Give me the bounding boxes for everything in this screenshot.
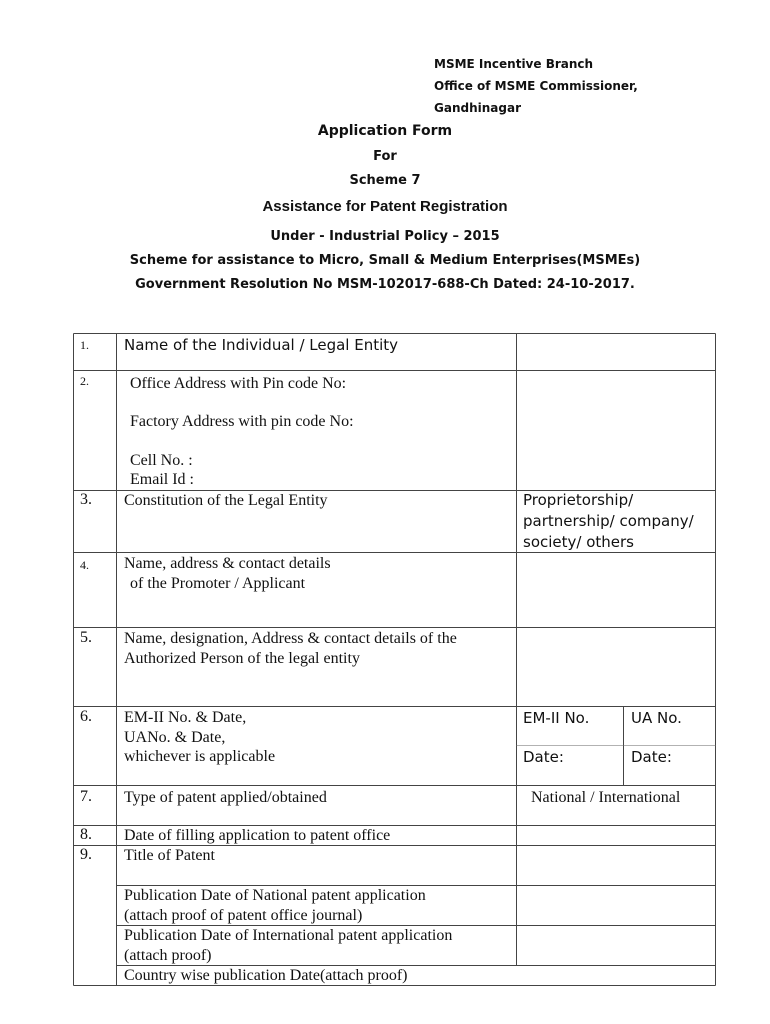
entity-name-field[interactable] [517,334,715,370]
office-line-2: Office of MSME Commissioner, [434,79,638,93]
em-ii-no-label: EM-II No. [523,709,590,727]
filing-date-label: Date of filling application to patent office [124,827,391,844]
factory-address-label: Factory Address with pin code No: [130,413,354,430]
international-publication-date-field[interactable] [517,926,715,965]
applicable-note: whichever is applicable [124,748,276,765]
uan-label: UANo. & Date, [124,729,226,746]
authorized-person-field[interactable] [517,628,715,706]
form-title-for: For [373,149,397,164]
patent-title-field[interactable] [517,846,715,885]
filing-date-field[interactable] [517,826,715,845]
resolution-line: Government Resolution No MSM-102017-688-Ch Dated: 24-10-2017. [135,277,635,292]
national-publication-label-line-1: Publication Date of National patent application [124,887,426,904]
row-3-number: 3. [80,491,92,508]
authorized-person-label-line-2: Authorized Person of the legal entity [124,650,360,667]
patent-type-label: Type of patent applied/obtained [124,789,327,806]
address-contact-field[interactable] [517,371,715,490]
form-title: Application Form [317,123,453,139]
patent-type-options: National / International [531,789,681,806]
patent-title-label: Title of Patent [124,847,215,864]
constitution-option-3: society/ others [523,533,634,551]
promoter-details-field[interactable] [517,553,715,627]
international-publication-label-line-2: (attach proof) [124,947,212,964]
ua-date-label: Date: [631,748,672,766]
row-9-number: 9. [80,846,92,863]
international-publication-label-line-1: Publication Date of International patent application [124,927,453,944]
row-4-number: 4. [80,558,89,572]
office-line-1: MSME Incentive Branch [434,57,594,71]
row-2-number: 2. [80,374,89,388]
office-address-label: Office Address with Pin code No: [130,375,347,392]
national-publication-label-line-2: (attach proof of patent office journal) [124,907,363,924]
em-ii-label: EM-II No. & Date, [124,709,247,726]
office-line-3: Gandhinagar [434,101,521,115]
constitution-label: Constitution of the Legal Entity [124,492,328,509]
row-1-number: 1. [80,338,89,352]
email-id-label: Email Id : [130,471,194,488]
row-8-number: 8. [80,826,92,843]
scheme-description: Scheme for assistance to Micro, Small & Medium Enterprises(MSMEs) [129,253,641,268]
promoter-label-line-1: Name, address & contact details [124,555,331,572]
ua-no-label: UA No. [631,709,682,727]
policy-line: Under - Industrial Policy – 2015 [270,229,500,244]
row-7-number: 7. [80,788,92,805]
country-publication-label: Country wise publication Date(attach proof) [124,967,408,984]
scheme-name: Assistance for Patent Registration [262,198,508,215]
row-6-number: 6. [80,708,92,725]
scheme-number: Scheme 7 [349,173,421,188]
authorized-person-label-line-1: Name, designation, Address & contact details of the [124,630,457,647]
row-1-label: Name of the Individual / Legal Entity [124,336,399,354]
national-publication-date-field[interactable] [517,886,715,925]
em-date-label: Date: [523,748,564,766]
constitution-option-2: partnership/ company/ [523,512,694,530]
promoter-label-line-2: of the Promoter / Applicant [130,575,306,592]
constitution-option-1: Proprietorship/ [523,491,634,509]
row-5-number: 5. [80,629,92,646]
cell-no-label: Cell No. : [130,452,193,469]
